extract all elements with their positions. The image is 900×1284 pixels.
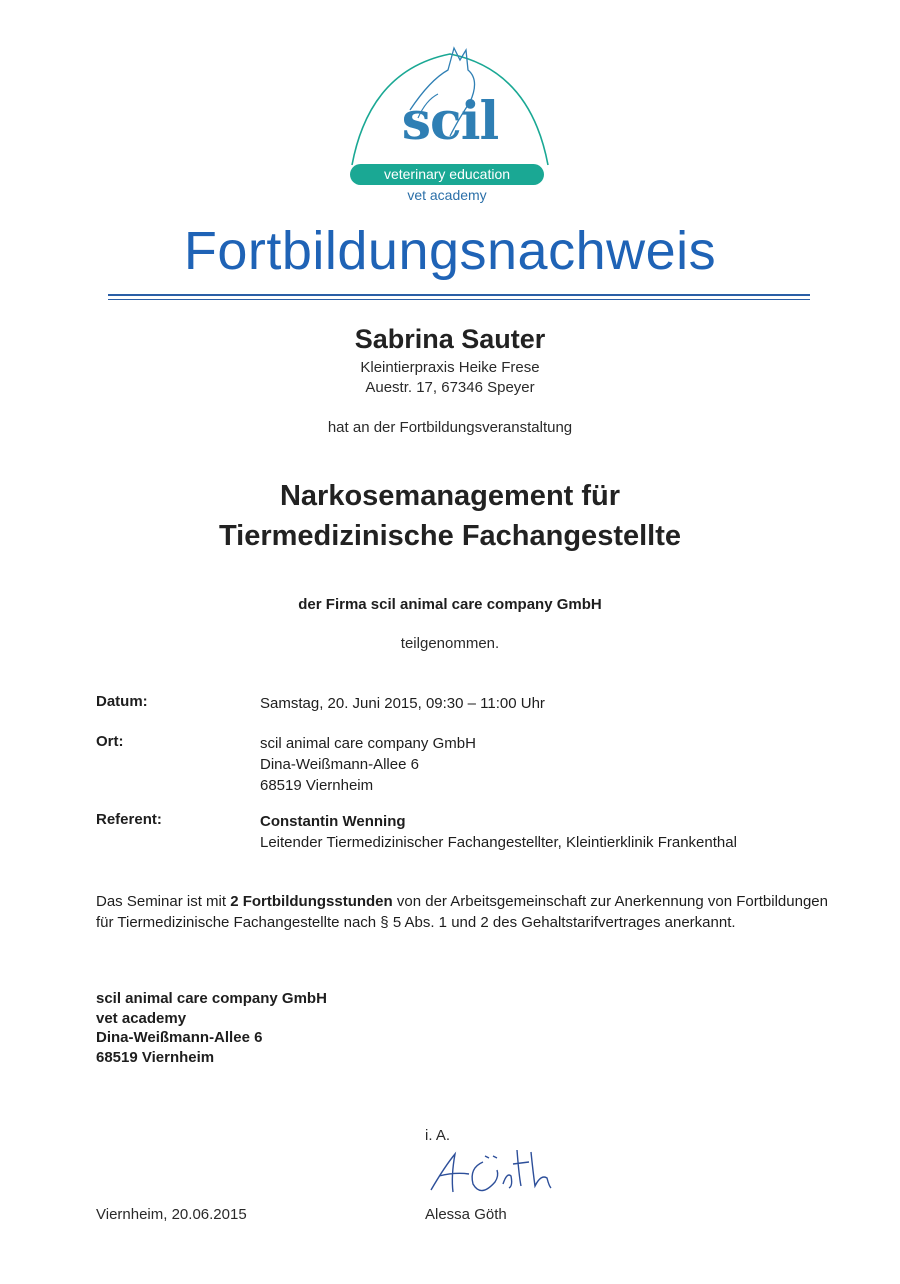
issuer-address: [96, 989, 327, 1067]
intro-text: hat an der Fortbildungsveranstaltung: [327, 419, 573, 436]
title-rule-thick: [108, 294, 810, 296]
date-label: Datum:: [96, 693, 148, 710]
issuer-line2: vet academy: [96, 1009, 187, 1027]
document-title: Fortbildungsnachweis: [183, 221, 717, 281]
statement-pre: Das Seminar ist mit: [96, 893, 231, 910]
speaker-role: Leitender Tiermedizinischer Fachangestellter, Kleintierklinik Frankenthal: [260, 834, 737, 851]
logo-subline: vet academy: [407, 187, 487, 203]
speaker-label: Referent:: [96, 811, 162, 828]
place-line3: 68519 Viernheim: [260, 777, 374, 794]
issuer-line3: Dina-Weißmann-Allee 6: [96, 1029, 263, 1046]
date-value: Samstag, 20. Juni 2015, 09:30 – 11:00 Uhr: [260, 695, 545, 712]
place-value: [260, 733, 476, 796]
handwritten-signature: [425, 1146, 565, 1208]
place-line1: scil animal care company GmbH: [260, 735, 476, 752]
statement-hours: 2 Fortbildungsstunden: [230, 893, 393, 910]
speaker-value: [260, 811, 737, 853]
logo-tagline: veterinary education: [350, 164, 544, 185]
participant-name: Sabrina Sauter: [354, 324, 546, 354]
participant-address: Auestr. 17, 67346 Speyer: [365, 379, 535, 396]
place-label: Ort:: [96, 733, 124, 750]
place-line2: Dina-Weißmann-Allee 6: [260, 756, 419, 773]
place-date: Viernheim, 20.06.2015: [96, 1206, 247, 1223]
ia-label: i. A.: [425, 1127, 451, 1144]
issuer-line4: 68519 Viernheim: [96, 1048, 215, 1066]
accreditation-statement: [96, 891, 836, 933]
participated-text: teilgenommen.: [400, 635, 500, 652]
statement-post: von der Arbeitsgemeinschaft zur Anerkennung von Fortbildungen für Tiermedizinische Fachangestellte nach § 5 Abs. 1 und 2 des Gehaltstarifvertrages anerkannt.: [96, 893, 828, 931]
company-line: der Firma scil animal care company GmbH: [298, 596, 602, 613]
course-title-line1: Narkosemanagement für: [279, 480, 621, 512]
issuer-line1: scil animal care company GmbH: [96, 990, 327, 1007]
course-title: [0, 476, 900, 556]
signer-name: Alessa Göth: [425, 1206, 507, 1223]
logo-wordmark: scil: [401, 91, 499, 152]
course-title-line2: Tiermedizinische Fachangestellte: [218, 520, 682, 552]
title-rule-thin: [108, 299, 810, 300]
participant-practice: Kleintierpraxis Heike Frese: [360, 359, 540, 376]
speaker-name: Constantin Wenning: [260, 813, 406, 830]
